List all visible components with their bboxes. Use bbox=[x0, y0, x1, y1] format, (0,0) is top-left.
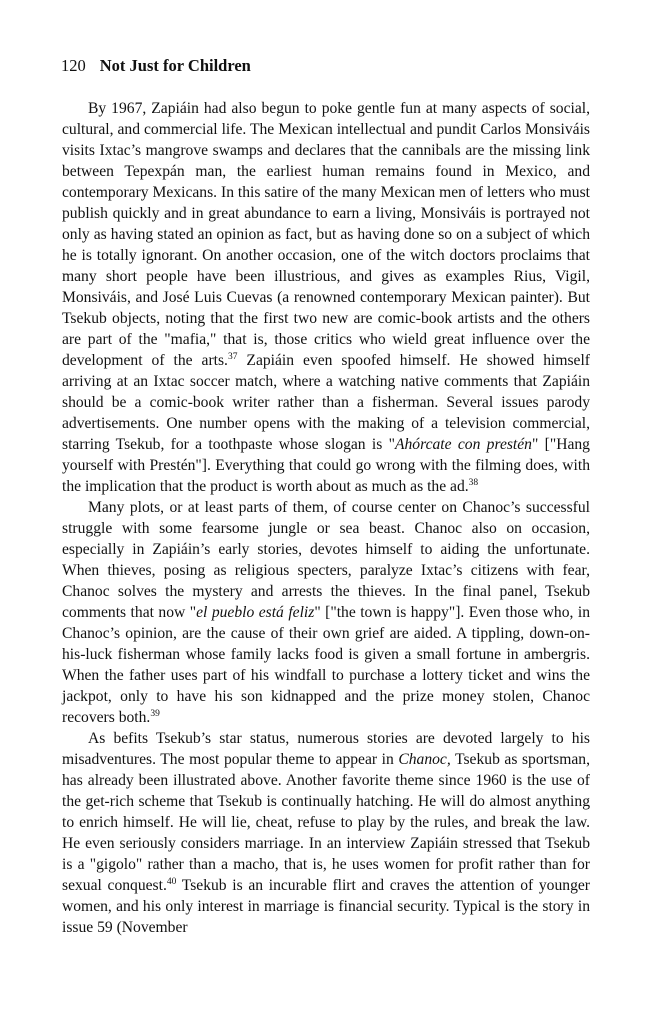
text-segment: " ["the town is happy"]. Even those who, in Chanoc’s opinion, are the cause of their own grief are aided. A tippling, down-on-his-luck fisherman whose family lacks food is given a small fortune in ambergris. When the father uses part of his windfall to purchase a lottery ticket and wins the jackpot, only to have his son kidnapped and the prize money stolen, Chanoc recovers both. bbox=[62, 604, 591, 726]
text-segment: Zapiáin even spoofed himself. He showed himself arriving at an Ixtac soccer match, where a watching native comments that Zapiáin should be a comic-book writer rather than a fisherman. Several issues parody advertisements. One number opens with the making of a television commercial, starring Tsekub, for a toothpaste whose slogan is " bbox=[62, 352, 590, 453]
book-page bbox=[62, 56, 590, 938]
paragraph bbox=[62, 497, 590, 728]
paragraph bbox=[62, 98, 590, 497]
italic-quote: el pueblo está feliz bbox=[196, 604, 315, 621]
text-segment: Tsekub is an incurable flirt and craves the attention of younger women, and his only interest in marriage is financial security. Typical is the story in issue 59 (November bbox=[62, 877, 590, 936]
footnote-marker: 37 bbox=[227, 351, 238, 362]
text-segment: Many plots, or at least parts of them, of course center on Chanoc’s successful struggle with some fearsome jungle or sea beast. Chanoc also on occasion, especially in Zapiáin’s early stories, devotes himself to aiding the unfortunate. When thieves, posing as religious specters, paralyze Ixtac’s citizens with fear, Chanoc solves the mystery and arrests the thieves. In the final panel, Tsekub comments that now " bbox=[62, 499, 590, 621]
page-number: 120 bbox=[61, 56, 86, 75]
footnote-marker: 38 bbox=[468, 477, 479, 488]
italic-quote: Ahórcate con prestén bbox=[394, 436, 532, 453]
text-segment: As befits Tsekub’s star status, numerous stories are devoted largely to his misadventures. The most popular theme to appear in bbox=[62, 730, 590, 768]
body-text bbox=[62, 98, 590, 938]
footnote-marker: 39 bbox=[150, 708, 160, 719]
italic-title: Chanoc, bbox=[398, 751, 451, 768]
running-head bbox=[61, 56, 590, 76]
text-segment: By 1967, Zapiáin had also begun to poke gentle fun at many aspects of social, cultural, and commercial life. The Mexican intellectual and pundit Carlos Monsiváis visits Ixtac’s mangrove swamps and declares that the cannibals are the missing link between Tepexpán man, the earliest human remains found in Mexico, and contemporary Mexicans. In this satire of the many Mexican men of letters who must publish quickly and in great abundance to earn a living, Monsiváis is portrayed not only as having stated an opinion as fact, but as having done so on a subject of which he is totally ignorant. On another occasion, one of the witch doctors proclaims that many short people have been illustrious, and gives as examples Rius, Vigil, Monsiváis, and José Luis Cuevas (a renowned contemporary Mexican painter). But Tsekub objects, noting that the first two new are comic-book artists and the others are part of the "mafia," that is, those critics who wield great influence over the development of the arts. bbox=[62, 100, 590, 369]
text-segment: Tsekub as sportsman, has already been illustrated above. Another favorite theme since 1960 is the use of the get-rich scheme that Tsekub is continually hatching. He will do almost anything to enrich himself. He will lie, cheat, refuse to play by the rules, and break the law. He even seriously considers marriage. In an interview Zapiáin stressed that Tsekub is a "gigolo" rather than a macho, that is, he uses women for profit rather than for sexual conquest. bbox=[62, 751, 590, 894]
footnote-marker: 40 bbox=[166, 876, 177, 887]
text-segment: " ["Hang yourself with Prestén"]. Everything that could go wrong with the filming does, with the implication that the product is worth about as much as the ad. bbox=[62, 436, 590, 495]
paragraph bbox=[62, 728, 590, 938]
book-title: Not Just for Children bbox=[99, 56, 251, 75]
